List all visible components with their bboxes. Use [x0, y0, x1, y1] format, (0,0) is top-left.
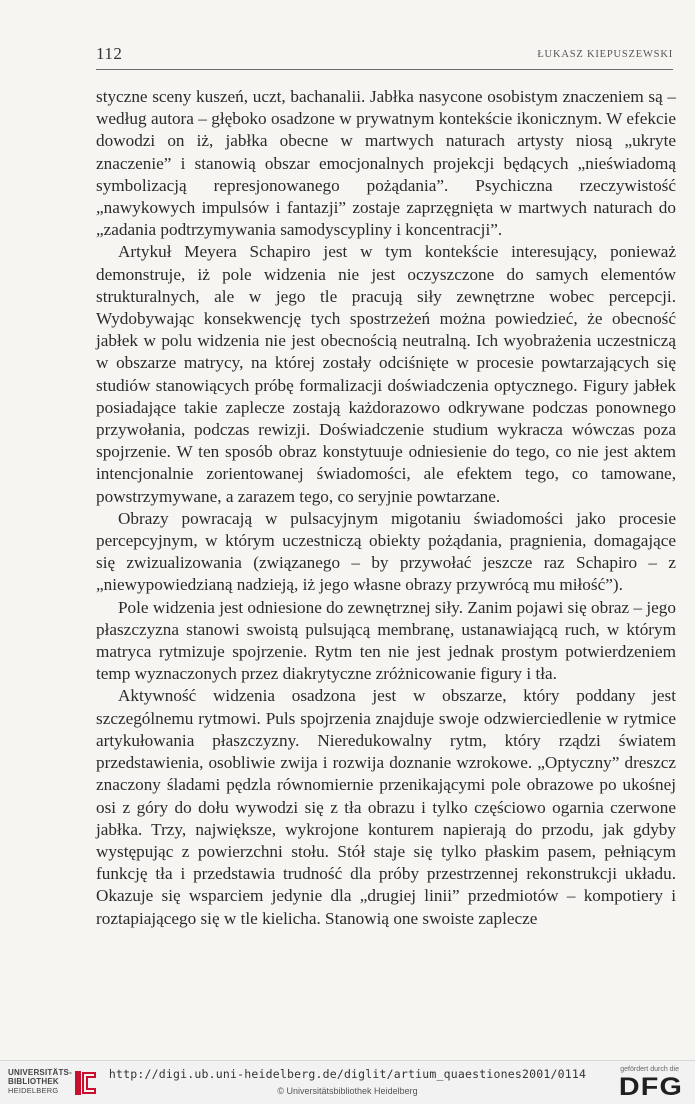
page-header: [96, 44, 673, 70]
paragraph-2: Artykuł Meyera Schapiro jest w tym kontekście interesujący, ponieważ demonstruje, iż pole widzenia nie jest oczyszczone do samych elementów strukturalnych, ale w jego tle pracują siły zewnętrzne wobec percepcji. Wydobywając konsekwencję tych spostrzeżeń można powiedzieć, że obecność jabłek w polu widzenia nie jest obecnością neutralną. Ich wyobrażenia uczestniczą w obszarze matrycy, na której zostały odciśnięte w procesie powtarzających się studiów stanowiących próbę formalizacji doświadczenia optycznego. Figury jabłek posiadające takie zaplecze zostają każdorazowo odkrywane podczas ponownego przywołania, podczas rewizji. Doświadczenie studium wykracza wówczas poza spojrzenie. W ten sposób obraz konstytuuje odniesienie do tego, co nie jest aktem intencjonalnie zorientowanej świadomości, ale efektem tego, co tamowane, powstrzymywane, a zarazem tego, co seryjnie powtarzane.: [96, 242, 676, 506]
body-text: [96, 86, 676, 930]
library-name-line-3: HEIDELBERG: [8, 1086, 59, 1095]
library-name-line-2: BIBLIOTHEK: [8, 1077, 59, 1086]
header-rule: [96, 69, 673, 70]
paragraph-5: Aktywność widzenia osadzona jest w obszarze, który poddany jest szczególnemu rytmowi. Puls spojrzenia znajduje swoje odzwierciedlenie w rytmice artykułowania płaszczyzny. Nieredukowalny rytm, który rządzi światem przedstawienia, osobliwie zwija i rozwija doznanie wzrokowe. „Optyczny” dreszcz znaczony śladami pędzla równomiernie przenikającymi pole obrazowe po ukośnej osi z góry do dołu wywodzi się z tła obrazu i tylko częściowo ogarnia czerwone jabłka. Trzy, największe, wykrojone konturem napierają do przodu, jak gdyby występując z powierzchni stołu. Stół staje się tylko płaskim pasem, pełniącym funkcję tła i przedstawia trudność dla próby przestrzennej rekonstrukcji układu. Okazuje się wsparciem jedynie dla „drugiej linii” przedmiotów – kompotiery i roztapiającego się w tle kielicha. Stanowią one swoiste zaplecze: [96, 686, 676, 928]
library-name-line-1: UNIVERSITÄTS-: [8, 1068, 72, 1077]
dfg-funding-logo[interactable]: [611, 1065, 683, 1101]
permalink-url[interactable]: http://digi.ub.uni-heidelberg.de/diglit/artium_quaestiones2001/0114: [108, 1067, 587, 1081]
paragraph-3: Obrazy powracają w pulsacyjnym migotaniu świadomości jako procesie percepcyjnym, w którym uczestniczą obiekty pożądania, pragnienia, domagające się zwizualizowania (związanego – by przywołać jeszcze raz Schapiro – z „niewypowiedzianą nadzieją, iż jego własne obrazy przywrócą mu miłość”).: [96, 508, 676, 595]
page-number: 112: [96, 44, 123, 63]
copyright-notice: © Universitätsbibliothek Heidelberg: [277, 1086, 418, 1096]
paragraph-1: styczne sceny kuszeń, uczt, bachanalii. Jabłka nasycone osobistym znaczeniem są – według autora – głęboko osadzone w prywatnym kontekście ikonicznym. W efekcie dowodzi on iż, jabłka obecne w martwych naturach artysty niosą „ukryte znaczenie” i stanowią obszar emocjonalnych projekcji będących „nieświadomą symbolizacją represjonowanego pożądania”. Psychiczna rzeczywistość „nawykowych impulsów i fantazji” zostaje zaprzęgnięta w martwych naturach do „zadania podtrzymywania samodyscypliny i koncentracji”.: [96, 87, 676, 240]
funding-note: gefördert durch die: [620, 1066, 679, 1073]
running-head-author: ŁUKASZ KIEPUSZEWSKI: [537, 49, 673, 60]
digitization-footer: [0, 1060, 695, 1104]
dfg-logo-text: DFG: [618, 1073, 683, 1101]
paragraph-4: Pole widzenia jest odniesione do zewnętrznej siły. Zanim pojawi się obraz – jego płaszczyzna stanowi swoistą pulsującą membranę, ustanawiającą ruch, w którym matryca rytmizuje spojrzenie. Rytm ten nie jest jednak prostym potwierdzeniem temp wyznaczonych przez diakrytyczne zróżnicowanie figury i tła.: [96, 597, 676, 684]
